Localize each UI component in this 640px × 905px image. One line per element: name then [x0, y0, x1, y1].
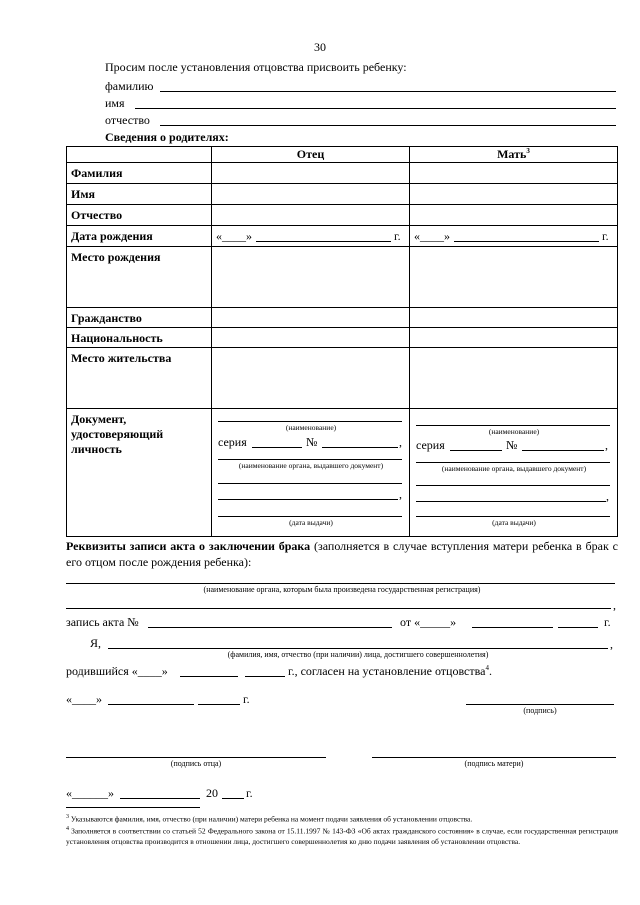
born-month-field[interactable]: [180, 676, 238, 677]
row-label-citizenship: Гражданство: [67, 308, 212, 328]
row-label-surname: Фамилия: [67, 163, 212, 184]
mother-surname-cell[interactable]: [410, 163, 618, 184]
consent-date-field[interactable]: [108, 704, 194, 705]
row-label-name: Имя: [67, 184, 212, 205]
father-surname-cell[interactable]: [212, 163, 410, 184]
father-id-doc-cell[interactable]: (наименование) серия № , (наименование органа, выдавшего документ) , (дата выдачи): [212, 409, 410, 537]
table-row: [67, 308, 618, 328]
final-year-prefix: 20: [206, 786, 218, 800]
final-date-field[interactable]: [120, 798, 200, 799]
row-label-id-doc: Документ, удостоверяющий личность: [67, 409, 212, 537]
father-birth-place-cell[interactable]: [212, 247, 410, 308]
consent-signature-cap: (подпись): [523, 706, 557, 715]
mother-date-open: «____»: [414, 229, 450, 243]
father-issuer-line-2: [218, 483, 402, 484]
parents-table: [66, 146, 618, 537]
marriage-org-cap: (наименование органа, которым была произведена государственная регистрация): [203, 585, 481, 594]
born-consent-text: г., согласен на установление отцовства$^4$.: [288, 664, 492, 678]
header-mother: Мать$^3$: [410, 147, 618, 163]
consent-ya: Я,: [90, 636, 102, 650]
mother-residence-cell[interactable]: [410, 348, 618, 409]
table-row: [67, 409, 618, 537]
row-label-patronymic: Отчество: [67, 205, 212, 226]
record-from-label: от «_____»: [400, 615, 457, 629]
mother-birth-place-cell[interactable]: [410, 247, 618, 308]
father-doc-name-cap: (наименование): [285, 423, 337, 432]
record-year-field[interactable]: [558, 627, 598, 628]
father-date-line: [256, 241, 391, 242]
final-date-open: «______»: [66, 786, 114, 800]
patronymic-label: отчество: [105, 113, 150, 127]
father-patronymic-cell[interactable]: [212, 205, 410, 226]
table-row: [67, 205, 618, 226]
row-label-birth-place: Место рождения: [67, 247, 212, 308]
mother-issuer-line: [416, 462, 610, 463]
mother-doc-name-line: [416, 425, 610, 426]
mother-signature-cap: (подпись матери): [464, 759, 524, 768]
father-issuer-cap: (наименование органа, выдавшего документ): [238, 461, 384, 470]
page-number: 30: [314, 40, 326, 54]
consent-date-open: «____»: [66, 692, 102, 706]
marriage-title: Реквизиты записи акта о заключении брака (заполняется в случае вступления матери ребенка в брак с его отцом после рождения ребенка):: [66, 539, 618, 569]
father-doc-name-line: [218, 421, 402, 422]
mother-nationality-cell[interactable]: [410, 328, 618, 348]
table-row: [67, 226, 618, 247]
born-year-field[interactable]: [245, 676, 285, 677]
mother-series-label: серия: [416, 438, 445, 452]
table-row: [67, 247, 618, 308]
father-signature-field[interactable]: [66, 757, 326, 758]
row-label-birth-date: Дата рождения: [67, 226, 212, 247]
father-birth-date-cell[interactable]: [212, 226, 410, 247]
mother-issuer-line-2: [416, 485, 610, 486]
surname-field[interactable]: [160, 91, 616, 92]
father-nationality-cell[interactable]: [212, 328, 410, 348]
table-row: [67, 163, 618, 184]
father-signature-cap: (подпись отца): [170, 759, 222, 768]
final-date-year: г.: [246, 786, 253, 800]
father-number-label: №: [306, 435, 318, 449]
parents-title: Сведения о родителях:: [105, 130, 229, 144]
consent-fio-field[interactable]: [108, 648, 608, 649]
footnote-4: $^4$ Заполняется в соответствии со статьей 52 Федерального закона от 15.11.1997 № 143-ФЗ «Об актах гражданского состояния» в случае, если государственная регистрация установления отцовства производится в отношении лица, достигшего совершеннолетия ко дню подачи заявления об установлении отцовства.: [66, 826, 618, 846]
mother-citizenship-cell[interactable]: [410, 308, 618, 328]
record-year-label: г.: [604, 615, 611, 629]
table-row: [67, 184, 618, 205]
mother-issuer-cap: (наименование органа, выдавшего документ): [441, 464, 587, 473]
father-issuer-line-3: [218, 499, 398, 500]
table-row: [67, 348, 618, 409]
marriage-org-field-2[interactable]: [66, 608, 611, 609]
father-date-year: г.: [394, 229, 401, 243]
father-date-open: «____»: [216, 229, 252, 243]
father-residence-cell[interactable]: [212, 348, 410, 409]
row-label-nationality: Национальность: [67, 328, 212, 348]
consent-fio-cap: (фамилия, имя, отчество (при наличии) лица, достигшего совершеннолетия): [227, 650, 489, 659]
mother-id-doc-cell[interactable]: (наименование) серия № , (наименование органа, выдавшего документ) , (дата выдачи): [410, 409, 618, 537]
mother-date-year: г.: [602, 229, 609, 243]
table-row: [67, 328, 618, 348]
born-label: родившийся «____»: [66, 664, 168, 678]
mother-issue-date-cap: (дата выдачи): [492, 518, 536, 527]
final-year-field[interactable]: [222, 798, 244, 799]
mother-date-line: [454, 241, 599, 242]
mother-patronymic-cell[interactable]: [410, 205, 618, 226]
name-field[interactable]: [135, 108, 616, 109]
mother-doc-name-cap: (наименование): [488, 427, 540, 436]
mother-name-cell[interactable]: [410, 184, 618, 205]
mother-series-line: [450, 450, 502, 451]
header-empty: [67, 147, 212, 163]
name-label: имя: [105, 96, 125, 110]
mother-number-line: [522, 450, 604, 451]
father-name-cell[interactable]: [212, 184, 410, 205]
record-label: запись акта №: [66, 615, 139, 629]
father-number-line: [322, 447, 398, 448]
mother-signature-field[interactable]: [372, 757, 616, 758]
footnote-3: $^3$ Указываются фамилия, имя, отчество (при наличии) матери ребенка на момент подачи заявления об установлении отцовства.: [66, 814, 473, 824]
record-number-field[interactable]: [148, 627, 392, 628]
father-issue-date-cap: (дата выдачи): [289, 518, 333, 527]
patronymic-field[interactable]: [160, 125, 616, 126]
header-father: Отец: [212, 147, 410, 163]
footnote-separator: [66, 807, 200, 808]
father-issuer-line: [218, 459, 402, 460]
mother-issuer-line-3: [416, 501, 606, 502]
father-issue-date-line: [218, 516, 402, 517]
mother-number-label: №: [506, 438, 518, 452]
consent-year-field[interactable]: [198, 704, 240, 705]
marriage-org-field[interactable]: [66, 583, 615, 584]
father-citizenship-cell[interactable]: [212, 308, 410, 328]
father-series-label: серия: [218, 435, 247, 449]
row-label-residence: Место жительства: [67, 348, 212, 409]
mother-birth-date-cell[interactable]: [410, 226, 618, 247]
request-intro: Просим после установления отцовства присвоить ребенку:: [105, 60, 407, 74]
father-series-line: [252, 447, 302, 448]
surname-label: фамилию: [105, 79, 154, 93]
record-date-field[interactable]: [472, 627, 553, 628]
mother-issue-date-line: [416, 516, 610, 517]
consent-signature-field[interactable]: [466, 704, 614, 705]
table-header-row: [67, 147, 618, 163]
consent-date-year: г.: [243, 692, 250, 706]
